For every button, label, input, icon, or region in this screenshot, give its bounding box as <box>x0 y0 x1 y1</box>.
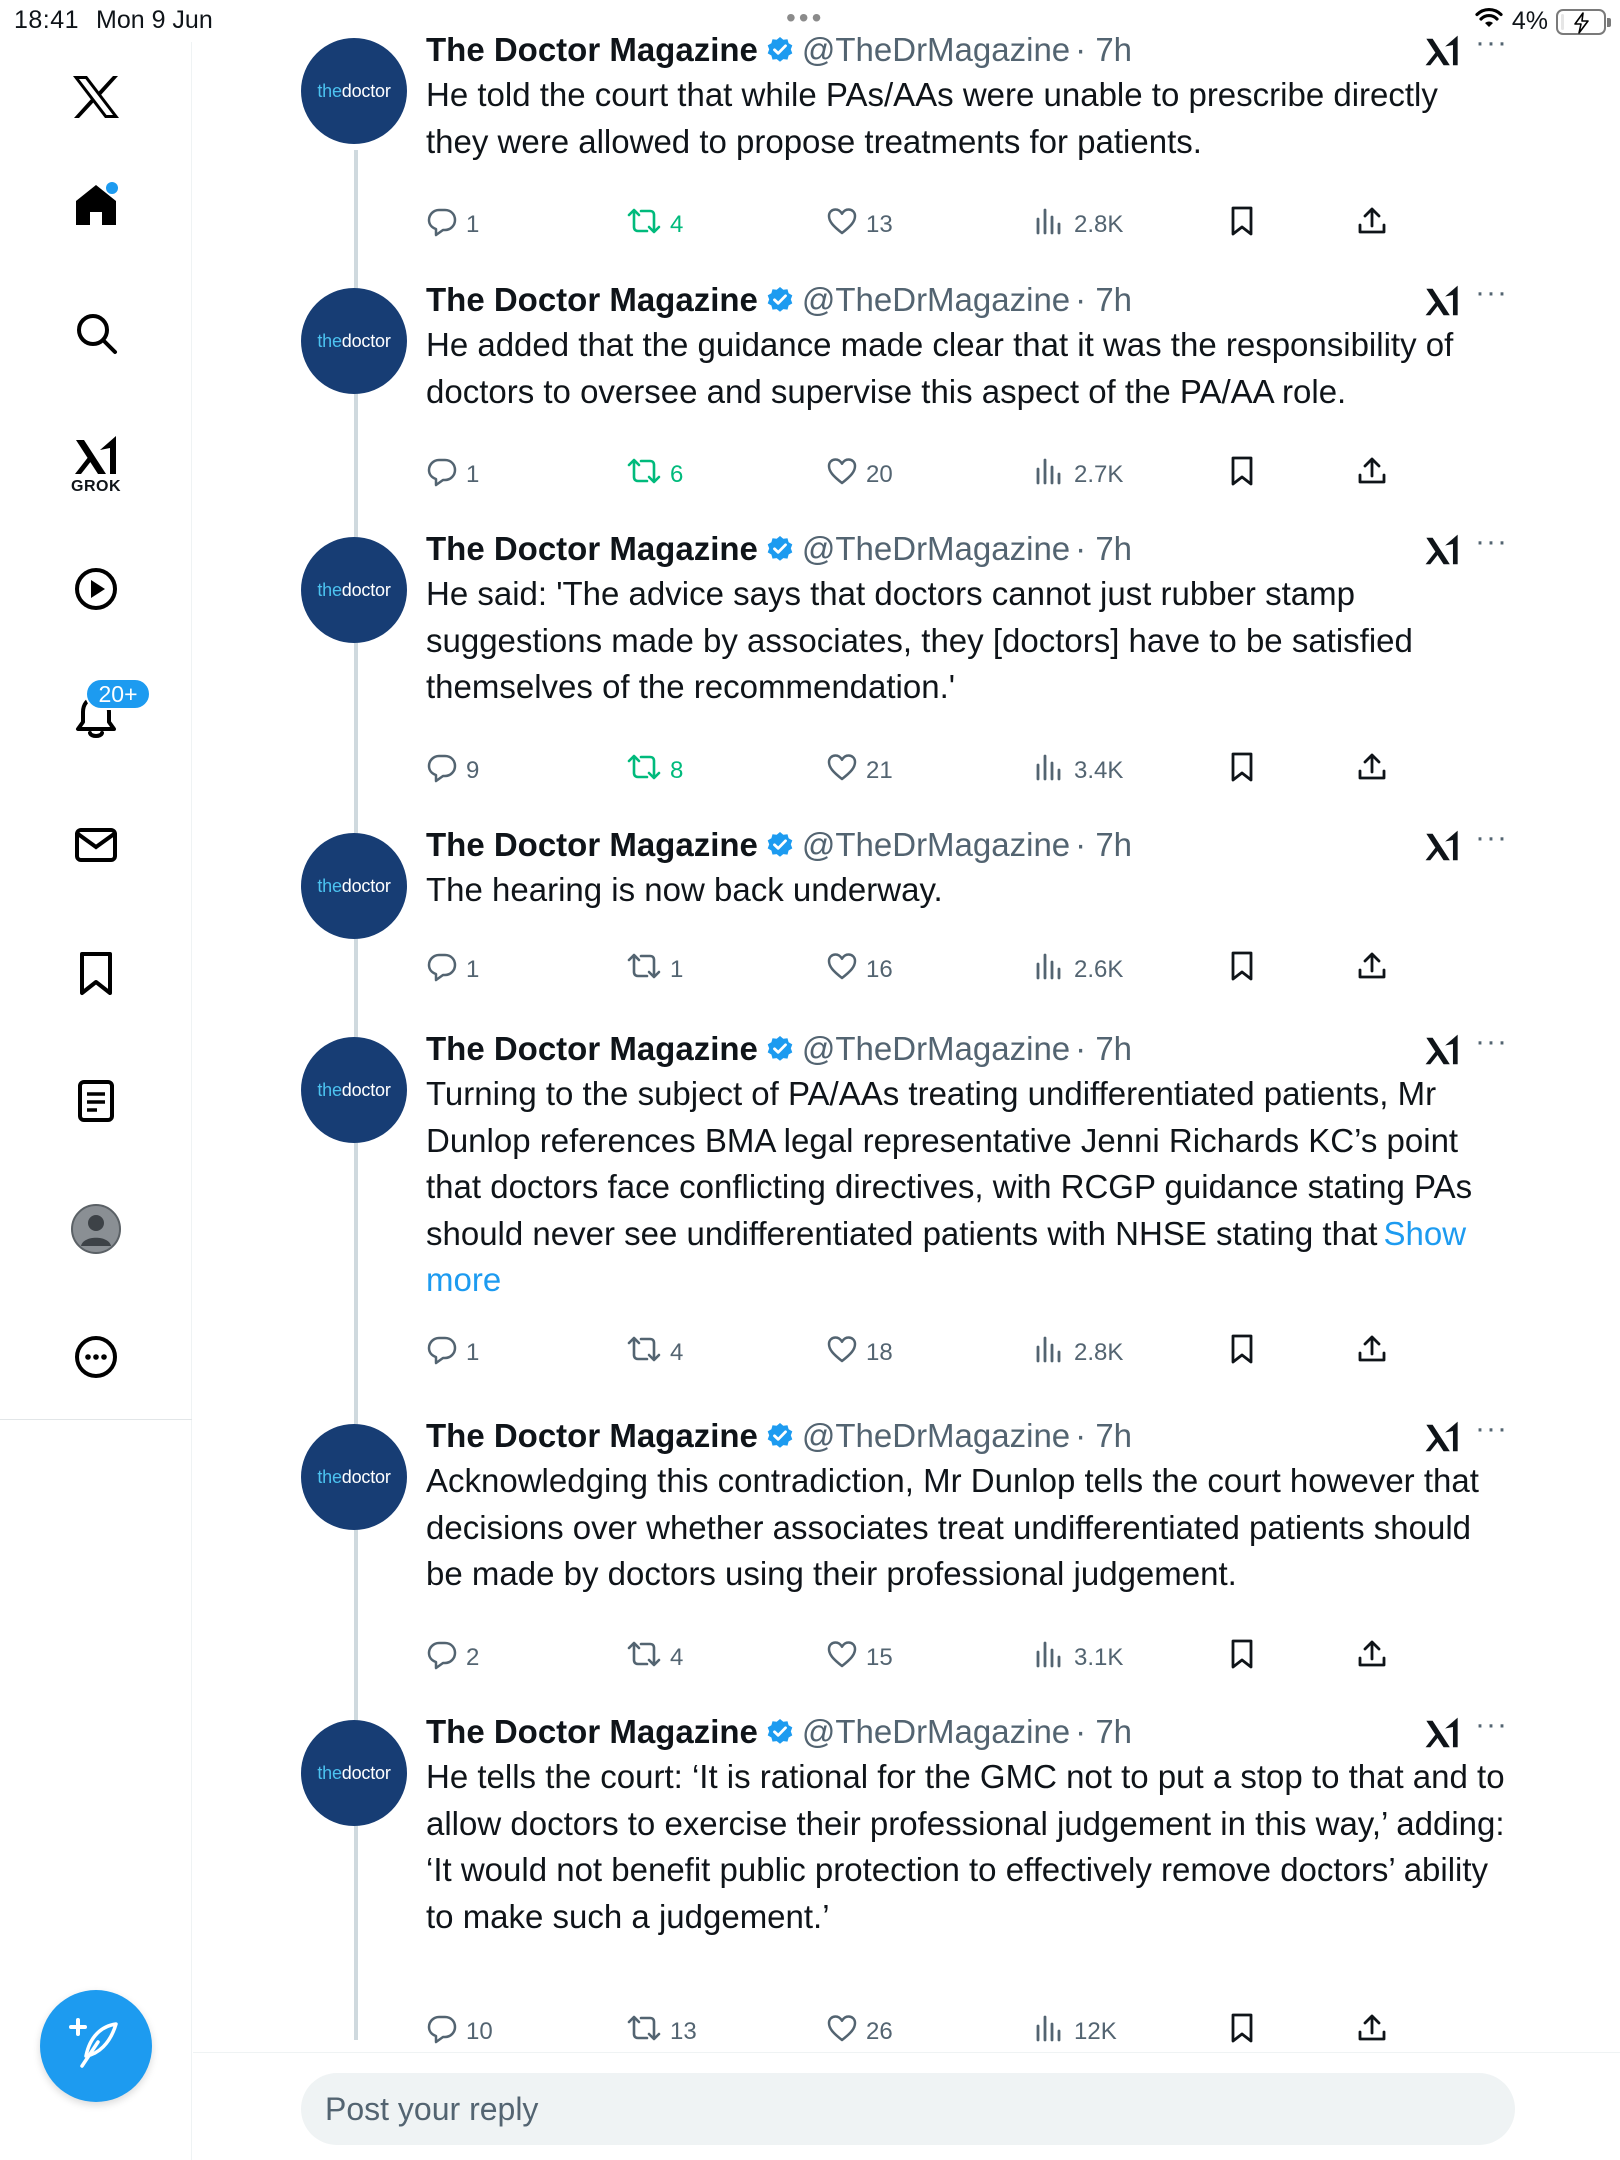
sidebar-divider <box>0 1419 192 1420</box>
main-thread <box>193 0 1620 2160</box>
like-button[interactable] <box>826 205 893 244</box>
bookmark-icon <box>1226 455 1258 494</box>
avatar-the: the <box>317 1466 342 1487</box>
avatar-doctor: doctor <box>341 1466 391 1487</box>
tweet-time[interactable]: · 7h <box>1075 826 1133 863</box>
reply-count: 1 <box>466 460 480 488</box>
retweet-icon <box>626 2012 662 2051</box>
views-count: 2.7K <box>1074 460 1124 488</box>
retweet-button[interactable] <box>626 455 683 494</box>
tweet-header <box>426 1712 1132 1752</box>
sidebar-item-bookmarks[interactable] <box>0 938 192 1008</box>
retweet-count: 4 <box>670 1338 684 1366</box>
share-button[interactable] <box>1356 1333 1388 1372</box>
verified-badge-icon <box>766 1718 794 1746</box>
bookmark-button[interactable] <box>1226 205 1258 244</box>
grok-icon[interactable] <box>1423 284 1461 325</box>
retweet-button[interactable] <box>626 751 683 790</box>
reply-icon <box>426 205 458 244</box>
reply-icon <box>426 751 458 790</box>
views-button[interactable] <box>1034 455 1123 494</box>
like-count: 20 <box>866 460 893 488</box>
author-handle[interactable]: @TheDrMagazine <box>801 31 1071 68</box>
retweet-count: 6 <box>670 460 684 488</box>
author-handle[interactable]: @TheDrMagazine <box>801 530 1071 567</box>
like-button[interactable] <box>826 751 893 790</box>
retweet-icon <box>626 455 662 494</box>
heart-icon <box>826 751 858 790</box>
author-name[interactable]: The Doctor Magazine <box>426 1417 758 1454</box>
sidebar-item-profile[interactable] <box>0 1194 192 1264</box>
bookmark-button[interactable] <box>1226 455 1258 494</box>
reply-button[interactable] <box>426 205 479 244</box>
reply-button[interactable] <box>426 1333 479 1372</box>
retweet-icon <box>626 205 662 244</box>
tweet-header <box>426 30 1132 70</box>
more-options-icon[interactable]: ··· <box>1475 276 1508 309</box>
bookmark-icon <box>1226 751 1258 790</box>
tweet-actions <box>426 2012 1426 2052</box>
profile-icon <box>71 1204 121 1254</box>
like-button[interactable] <box>826 2012 893 2051</box>
reply-button[interactable] <box>426 2012 493 2051</box>
author-avatar[interactable] <box>301 1037 407 1143</box>
avatar-the: the <box>317 1762 342 1783</box>
sidebar-item-home[interactable] <box>0 170 192 240</box>
retweet-count: 4 <box>670 1643 684 1671</box>
more-options-icon[interactable]: ··· <box>1475 1412 1508 1445</box>
author-name[interactable]: The Doctor Magazine <box>426 530 758 567</box>
grok-icon[interactable] <box>1423 829 1461 870</box>
views-count: 2.8K <box>1074 210 1124 238</box>
tweet-body: Turning to the subject of PA/AAs treating undifferentiated patients, Mr Dunlop references BMA legal representative Jenni Richards KC’s point that doctors face conflicting directives, with RCGP guidance stating PAs should never see undifferentiated patients with NHSE stating that <box>426 1075 1473 1252</box>
show-more-link[interactable]: Show more <box>426 1214 1467 1298</box>
tweet-header <box>426 1029 1132 1069</box>
more-icon <box>73 1334 119 1380</box>
tweet-actions <box>426 1638 1426 1678</box>
views-icon <box>1034 1333 1066 1372</box>
bookmark-button[interactable] <box>1226 1333 1258 1372</box>
views-button[interactable] <box>1034 751 1123 790</box>
reply-count: 1 <box>466 955 480 983</box>
bookmark-icon <box>1226 950 1258 989</box>
like-count: 18 <box>866 1338 893 1366</box>
sidebar-item-lists[interactable] <box>0 1066 192 1136</box>
avatar-the: the <box>317 80 342 101</box>
avatar-doctor: doctor <box>341 330 391 351</box>
bookmark-icon <box>1226 1333 1258 1372</box>
tweet-text <box>426 1071 1506 1304</box>
multitasking-dots-icon[interactable]: ••• <box>786 2 825 33</box>
bookmark-button[interactable] <box>1226 950 1258 989</box>
grok-label: GROK <box>71 478 121 495</box>
tweet-body: He added that the guidance made clear that it was the responsibility of doctors to oversee and supervise this aspect of the PA/AA role. <box>426 326 1454 410</box>
tweet-text <box>426 1754 1506 1940</box>
x-logo-icon[interactable] <box>0 62 192 132</box>
reply-button[interactable] <box>426 950 479 989</box>
heart-icon <box>826 950 858 989</box>
views-count: 2.8K <box>1074 1338 1124 1366</box>
retweet-button[interactable] <box>626 1333 683 1372</box>
tweet-body: He said: 'The advice says that doctors cannot just rubber stamp suggestions made by associates, they [doctors] have to be satisfied themselves of the recommendation.' <box>426 575 1413 705</box>
compose-button[interactable] <box>40 1990 152 2102</box>
reply-placeholder: Post your reply <box>325 2090 539 2127</box>
avatar-doctor: doctor <box>341 1762 391 1783</box>
share-icon <box>1356 2012 1388 2051</box>
tweet-body: He told the court that while PAs/AAs were unable to prescribe directly they were allowed to propose treatments for patients. <box>426 76 1438 160</box>
share-button[interactable] <box>1356 1638 1388 1677</box>
views-icon <box>1034 751 1066 790</box>
tweet-time[interactable]: · 7h <box>1075 31 1133 68</box>
like-count: 15 <box>866 1643 893 1671</box>
sidebar-item-messages[interactable] <box>0 810 192 880</box>
sidebar-item-video[interactable] <box>0 554 192 624</box>
author-avatar[interactable] <box>301 1720 407 1826</box>
verified-badge-icon <box>766 535 794 563</box>
retweet-button[interactable] <box>626 2012 697 2051</box>
sidebar-item-notifications[interactable] <box>0 682 192 752</box>
retweet-icon <box>626 950 662 989</box>
more-options-icon[interactable]: ··· <box>1475 821 1508 854</box>
views-count: 3.1K <box>1074 1643 1124 1671</box>
notification-badge: 20+ <box>85 678 151 710</box>
share-button[interactable] <box>1356 2012 1388 2051</box>
compose-icon <box>68 2016 124 2077</box>
home-new-dot <box>106 182 118 194</box>
reply-count: 9 <box>466 756 480 784</box>
tweet-time[interactable]: · 7h <box>1075 530 1133 567</box>
bookmark-icon <box>73 950 119 996</box>
reply-icon <box>426 2012 458 2051</box>
tweet-header <box>426 529 1132 569</box>
retweet-icon <box>626 1638 662 1677</box>
retweet-button[interactable] <box>626 1638 683 1677</box>
tweet-text <box>426 571 1506 711</box>
reply-input[interactable] <box>301 2073 1515 2145</box>
tweet-text <box>426 1458 1506 1598</box>
author-avatar[interactable] <box>301 833 407 939</box>
views-icon <box>1034 205 1066 244</box>
bookmark-icon <box>1226 2012 1258 2051</box>
author-avatar[interactable] <box>301 288 407 394</box>
retweet-count: 13 <box>670 2017 697 2045</box>
reply-button[interactable] <box>426 751 479 790</box>
views-icon <box>1034 1638 1066 1677</box>
grok-icon[interactable] <box>1423 1420 1461 1461</box>
avatar-the: the <box>317 1079 342 1100</box>
views-button[interactable] <box>1034 1333 1123 1372</box>
like-button[interactable] <box>826 1333 893 1372</box>
grok-icon[interactable] <box>1423 34 1461 75</box>
like-count: 26 <box>866 2017 893 2045</box>
tweet-header <box>426 1416 1132 1456</box>
bookmark-icon <box>1226 1638 1258 1677</box>
tweet-text <box>426 322 1506 415</box>
reply-count: 1 <box>466 210 480 238</box>
bookmark-button[interactable] <box>1226 1638 1258 1677</box>
retweet-count: 4 <box>670 210 684 238</box>
tweet-time[interactable]: · 7h <box>1075 281 1133 318</box>
author-name[interactable]: The Doctor Magazine <box>426 281 758 318</box>
author-handle[interactable]: @TheDrMagazine <box>801 826 1071 863</box>
battery-percent: 4% <box>1511 7 1548 35</box>
views-icon <box>1034 455 1066 494</box>
grok-icon[interactable] <box>1423 533 1461 574</box>
reply-count: 1 <box>466 1338 480 1366</box>
reply-count: 2 <box>466 1643 480 1671</box>
tweet-body: The hearing is now back underway. <box>426 871 943 908</box>
tweet-actions <box>426 455 1426 495</box>
author-name[interactable]: The Doctor Magazine <box>426 1713 758 1750</box>
heart-icon <box>826 205 858 244</box>
heart-icon <box>826 1638 858 1677</box>
tweet-actions <box>426 205 1426 245</box>
tweet-text <box>426 72 1506 165</box>
retweet-icon <box>626 751 662 790</box>
share-icon <box>1356 205 1388 244</box>
tweet-actions <box>426 751 1426 791</box>
avatar-doctor: doctor <box>341 80 391 101</box>
author-name[interactable]: The Doctor Magazine <box>426 1030 758 1067</box>
tweet-body: Acknowledging this contradiction, Mr Dunlop tells the court however that decisions over whether associates treat undifferentiated patients should be made by doctors using their professional judgement. <box>426 1462 1479 1592</box>
like-button[interactable] <box>826 950 893 989</box>
author-handle[interactable]: @TheDrMagazine <box>801 1713 1071 1750</box>
share-button[interactable] <box>1356 455 1388 494</box>
author-name[interactable]: The Doctor Magazine <box>426 31 758 68</box>
bookmark-button[interactable] <box>1226 2012 1258 2051</box>
mail-icon <box>73 822 119 868</box>
status-time: 18:41 <box>14 6 80 34</box>
bookmark-button[interactable] <box>1226 751 1258 790</box>
reply-icon <box>426 950 458 989</box>
reply-icon <box>426 455 458 494</box>
lists-icon <box>73 1078 119 1124</box>
heart-icon <box>826 1333 858 1372</box>
author-handle[interactable]: @TheDrMagazine <box>801 281 1071 318</box>
video-icon <box>73 566 119 612</box>
retweet-icon <box>626 1333 662 1372</box>
like-button[interactable] <box>826 1638 893 1677</box>
sidebar-item-search[interactable] <box>0 298 192 368</box>
retweet-button[interactable] <box>626 950 683 989</box>
grok-icon[interactable] <box>1423 1033 1461 1074</box>
avatar-doctor: doctor <box>341 1079 391 1100</box>
views-button[interactable] <box>1034 2012 1117 2051</box>
tweet-text <box>426 867 1506 914</box>
views-count: 12K <box>1074 2017 1117 2045</box>
share-icon <box>1356 1333 1388 1372</box>
avatar-the: the <box>317 875 342 896</box>
share-icon <box>1356 751 1388 790</box>
reply-button[interactable] <box>426 1638 479 1677</box>
more-options-icon[interactable]: ··· <box>1475 1708 1508 1741</box>
share-icon <box>1356 950 1388 989</box>
author-avatar[interactable] <box>301 1424 407 1530</box>
reply-count: 10 <box>466 2017 493 2045</box>
views-count: 2.6K <box>1074 955 1124 983</box>
retweet-button[interactable] <box>626 205 683 244</box>
grok-icon <box>72 434 120 480</box>
views-icon <box>1034 2012 1066 2051</box>
tweet-header <box>426 280 1132 320</box>
grok-icon[interactable] <box>1423 1716 1461 1757</box>
search-icon <box>73 310 119 356</box>
author-avatar[interactable] <box>301 537 407 643</box>
sidebar-item-more[interactable] <box>0 1322 192 1392</box>
like-button[interactable] <box>826 455 893 494</box>
verified-badge-icon <box>766 831 794 859</box>
tweet-time[interactable]: · 7h <box>1075 1713 1133 1750</box>
views-button[interactable] <box>1034 950 1123 989</box>
like-count: 13 <box>866 210 893 238</box>
reply-icon <box>426 1638 458 1677</box>
like-count: 16 <box>866 955 893 983</box>
avatar-the: the <box>317 579 342 600</box>
avatar-the: the <box>317 330 342 351</box>
author-handle[interactable]: @TheDrMagazine <box>801 1030 1071 1067</box>
tweet-time[interactable]: · 7h <box>1075 1417 1133 1454</box>
more-options-icon[interactable]: ··· <box>1475 26 1508 59</box>
tweet-actions <box>426 1333 1426 1373</box>
status-date: Mon 9 Jun <box>96 6 213 34</box>
views-button[interactable] <box>1034 205 1123 244</box>
author-avatar[interactable] <box>301 38 407 144</box>
views-icon <box>1034 950 1066 989</box>
tweet-time[interactable]: · 7h <box>1075 1030 1133 1067</box>
reply-button[interactable] <box>426 455 479 494</box>
share-icon <box>1356 455 1388 494</box>
share-button[interactable] <box>1356 205 1388 244</box>
verified-badge-icon <box>766 286 794 314</box>
more-options-icon[interactable]: ··· <box>1475 1025 1508 1058</box>
share-button[interactable] <box>1356 950 1388 989</box>
retweet-count: 1 <box>670 955 684 983</box>
bookmark-icon <box>1226 205 1258 244</box>
like-count: 21 <box>866 756 893 784</box>
verified-badge-icon <box>766 36 794 64</box>
share-button[interactable] <box>1356 751 1388 790</box>
verified-badge-icon <box>766 1035 794 1063</box>
reply-bar <box>193 2052 1620 2160</box>
views-button[interactable] <box>1034 1638 1123 1677</box>
avatar-doctor: doctor <box>341 875 391 896</box>
heart-icon <box>826 455 858 494</box>
retweet-count: 8 <box>670 756 684 784</box>
reply-icon <box>426 1333 458 1372</box>
avatar-doctor: doctor <box>341 579 391 600</box>
tweet-body: He tells the court: ‘It is rational for the GMC not to put a stop to that and to allow doctors to exercise their professional judgement in this way,’ adding: ‘It would not benefit public protection to effectively remove doctors’ ability to make such a judgement.’ <box>426 1758 1505 1935</box>
sidebar <box>0 42 192 2160</box>
tweet-header <box>426 825 1132 865</box>
tweet-actions <box>426 950 1426 990</box>
author-handle[interactable]: @TheDrMagazine <box>801 1417 1071 1454</box>
views-count: 3.4K <box>1074 756 1124 784</box>
share-icon <box>1356 1638 1388 1677</box>
author-name[interactable]: The Doctor Magazine <box>426 826 758 863</box>
heart-icon <box>826 2012 858 2051</box>
verified-badge-icon <box>766 1422 794 1450</box>
more-options-icon[interactable]: ··· <box>1475 525 1508 558</box>
